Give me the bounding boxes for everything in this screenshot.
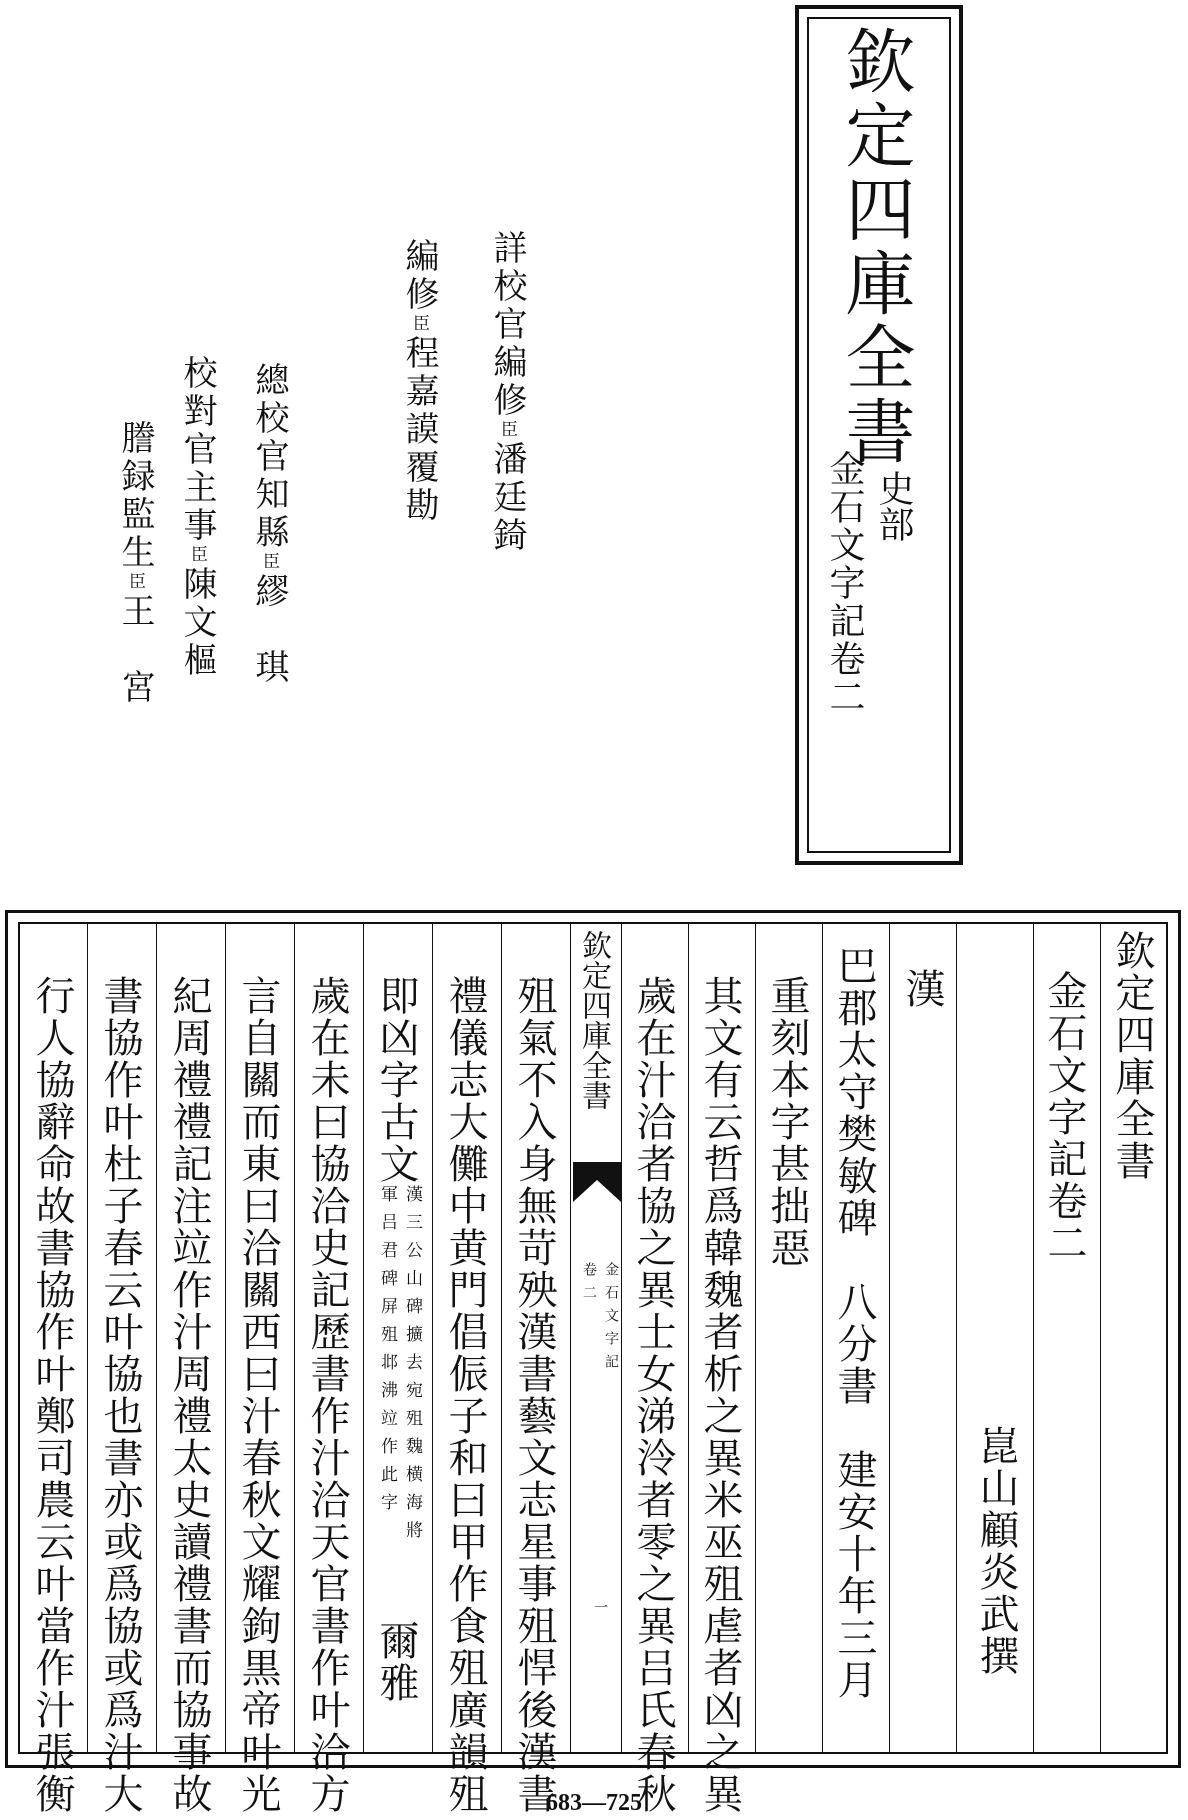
page-number: 683—725 <box>546 1790 642 1816</box>
credit-editor: 編修臣程嘉謨覆勘 <box>399 238 439 525</box>
inline-note: 軍吕君碑屏殂邶沸竝作此字 <box>377 1185 397 1521</box>
column-rule <box>363 922 364 1754</box>
body-column: 書協作叶杜子春云叶協也書亦或爲協或爲汁大 <box>97 975 143 1815</box>
body-column: 禮儀志大儺中黄門倡侲子和曰甲作食殂廣韻殂 <box>442 975 488 1815</box>
fold-leaf-number: 一 <box>592 1600 608 1614</box>
author-line: 崑山顧炎武撰 <box>973 1425 1019 1677</box>
body-column: 即凶字古文 <box>373 975 419 1185</box>
column-rule <box>822 922 823 1754</box>
column-rule <box>432 922 433 1754</box>
credit-reviewer: 詳校官編修臣潘廷錡 <box>487 230 527 555</box>
body-column: 言自關而東曰洽關西曰汁春秋文耀鉤黒帝叶光 <box>235 975 281 1815</box>
column-rule <box>1033 922 1034 1754</box>
column-rule <box>755 922 756 1754</box>
inline-note: 漢三公山碑擴去宛殂魏横海將 <box>402 1185 422 1549</box>
body-column-tail: 爾雅 <box>373 1620 419 1704</box>
entry-title: 巴郡太守樊敏碑 八分書 建安十年三月 <box>831 945 877 1701</box>
column-rule <box>156 922 157 1754</box>
dynasty-heading: 漢 <box>899 968 945 1010</box>
page-header: 欽定四庫全書 <box>1109 930 1155 1182</box>
indented-note: 重刻本字甚拙惡 <box>764 975 810 1269</box>
body-column: 紀周禮禮記注竝作汁周禮太史讀禮書而協事故 <box>166 975 212 1815</box>
column-rule <box>570 922 571 1754</box>
body-column: 行人協辭命故書協作叶鄭司農云叶當作汁張衡 <box>29 975 75 1815</box>
column-rule <box>294 922 295 1754</box>
credit-proofreader: 校對官主事臣陳文樞 <box>177 355 217 680</box>
credit-copyist: 謄録監生臣王 宮 <box>115 420 155 707</box>
cover-book-volume: 金石文字記卷二 <box>824 450 865 716</box>
body-column: 其文有云哲爲韓魏者析之異米巫殂虐者凶之異 <box>697 975 743 1815</box>
column-rule <box>1100 922 1101 1754</box>
body-column: 殂氣不入身無苛殃漢書藝文志星事殂悍後漢書 <box>511 975 557 1815</box>
column-rule <box>956 922 957 1754</box>
body-column: 歲在汁洽者協之異士女涕泠者零之異吕氏春秋 <box>630 975 676 1815</box>
fold-header: 欽定四庫全書 <box>576 930 611 1110</box>
column-rule <box>621 922 622 1754</box>
fishtail-mark <box>573 1162 621 1202</box>
volume-title: 金石文字記卷二 <box>1041 970 1087 1264</box>
column-rule <box>87 922 88 1754</box>
credit-chief-proofreader: 總校官知縣臣繆 琪 <box>249 362 289 687</box>
column-rule <box>501 922 502 1754</box>
column-rule <box>889 922 890 1754</box>
body-column: 歲在未曰協洽史記歷書作汁洽天官書作叶洽方 <box>304 975 350 1815</box>
column-rule <box>225 922 226 1754</box>
fold-subtitle: 金石文字記 <box>603 1262 619 1377</box>
column-rule <box>688 922 689 1754</box>
cover-title: 欽定四庫全書 <box>834 25 916 469</box>
fold-subtitle-volume: 卷二 <box>581 1262 597 1308</box>
cover-category: 史部 <box>873 470 914 542</box>
